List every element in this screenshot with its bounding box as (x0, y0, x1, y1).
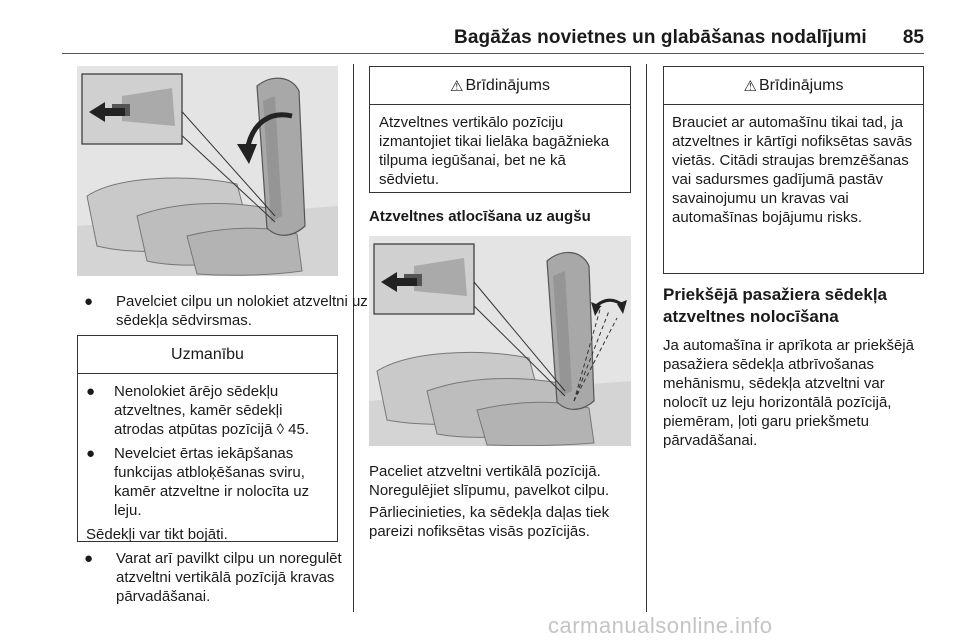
seat-fold-illustration (77, 66, 338, 276)
warning-box-right (663, 66, 924, 274)
page-title: Bagāžas novietnes un glabāšanas nodalījumi (454, 27, 867, 48)
warning-box-middle (369, 66, 631, 193)
seat-raise-illustration (369, 236, 631, 446)
page-number: 85 (902, 27, 924, 48)
warning-triangle-icon: ⚠ (450, 77, 464, 95)
warning-heading: Brīdinājums (758, 76, 844, 94)
section-heading: Priekšējā pasažiera sēdekļa atzveltnes nolocīšana (663, 285, 887, 326)
caution-item: ● Nenolokiet ārējo sēdekļu atzveltnes, kamēr sēdekļi atrodas atpūtas pozīcijā ◊ 45. (86, 383, 310, 438)
caution-heading: Uzmanību (78, 336, 337, 374)
watermark: carmanualsonline.info (548, 613, 773, 638)
warning-triangle-icon: ⚠ (743, 77, 757, 95)
warning-text: Brauciet ar automašīnu tikai tad, ja atzveltnes ir kārtīgi nofiksētas savās vietās. Citādi straujas bremzēšanas vai sadursmes gadījumā pastāv savainojumu un kravas vai automašīnas bojājumu risks. (672, 114, 913, 226)
caution-note: Sēdekļi var tikt bojāti. (86, 526, 228, 543)
caution-box (77, 335, 338, 542)
caution-item: ● Nevelciet ērtas iekāpšanas funkcijas atbloķēšanas sviru, kamēr atzveltne ir nolocīta uz leju. (86, 445, 310, 519)
warning-text: Atzveltnes vertikālo pozīciju izmantojiet tikai lielāka bagāžnieka tilpuma iegūšanai, bet ne kā sēdvietu. (379, 114, 610, 188)
bullet-text: Varat arī pavilkt cilpu un noregulēt atzveltni vertikālā pozīcijā kravas pārvadāšanai. (116, 550, 342, 605)
page-header (62, 24, 924, 54)
column-divider-right (646, 64, 647, 612)
paragraph: Ja automašīna ir aprīkota ar priekšējā pasažiera sēdekļa atbrīvošanas mehānismu, sēdekļa atzveltni var nolocīt uz leju horizontālā pozīcijā, piemēram, ļoti garu priekšmetu pārvadāšanai. (663, 337, 914, 449)
bullet-text: Pavelciet cilpu un nolokiet atzveltni uz sēdekļa sēdvirsmas. (116, 293, 368, 329)
section-subheading: Atzveltnes atlocīšana uz augšu (369, 208, 591, 225)
paragraph: Paceliet atzveltni vertikālā pozīcijā. Noregulējiet slīpumu, pavelkot cilpu. (369, 463, 610, 499)
warning-heading: Brīdinājums (465, 76, 550, 94)
paragraph: Pārliecinieties, ka sēdekļa daļas tiek pareizi nofiksētas visās pozīcijās. (369, 504, 610, 540)
column-divider-left (353, 64, 354, 612)
